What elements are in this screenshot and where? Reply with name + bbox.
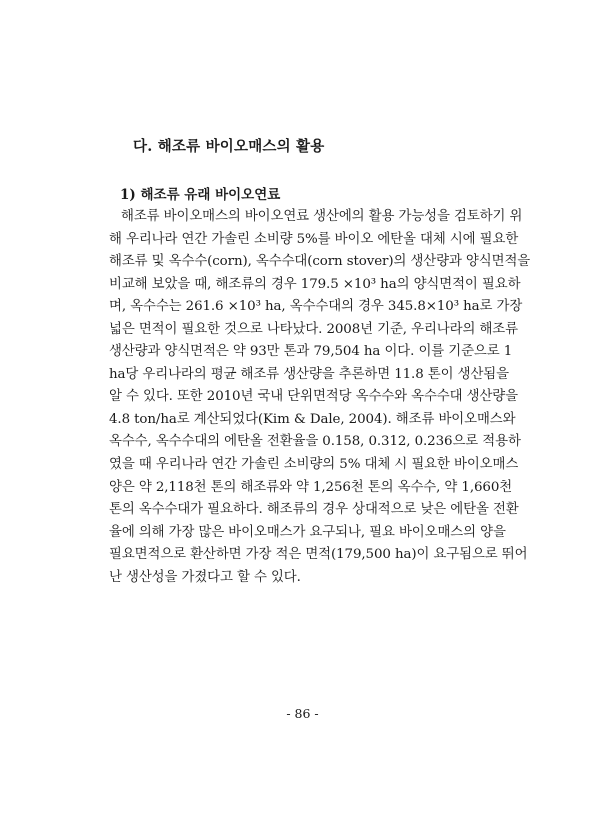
paragraph-line: 난 생산성을 가졌다고 할 수 있다. [109,569,301,585]
section-heading: 다. 해조류 바이오매스의 활용 [133,138,325,155]
paragraph-line: 톤의 옥수수대가 필요하다. 해조류의 경우 상대적으로 낮은 에탄올 전환 [109,502,519,518]
paragraph-line: 알 수 있다. 또한 2010년 국내 단위면적당 옥수수와 옥수수대 생산량을 [109,389,518,405]
page-number: - 86 - [286,706,319,721]
paragraph-line: 생산량과 양식면적은 약 93만 톤과 79,504 ha 이다. 이를 기준으로 1 [109,344,513,360]
paragraph-line: 4.8 ton/ha로 계산되었다(Kim & Dale, 2004). 해조류 바이오매스와 [109,411,516,427]
paragraph-line: 비교해 보았을 때, 해조류의 경우 179.5 ×10³ ha의 양식면적이 필요하 [109,276,521,292]
sub-heading: 1) 해조류 유래 바이오연료 [120,187,281,203]
paragraph-line: 옥수수, 옥수수대의 에탄올 전환율을 0.158, 0.312, 0.236으로 적용하 [109,434,521,450]
paragraph-line: 며, 옥수수는 261.6 ×10³ ha, 옥수수대의 경우 345.8×10³ ha로 가장 [109,299,523,315]
paragraph-line: 율에 의해 가장 많은 바이오매스가 요구되나, 필요 바이오매스의 양을 [109,524,506,540]
paragraph-line: 였을 때 우리나라 연간 가솔린 소비량의 5% 대체 시 필요한 바이오매스 [109,457,519,473]
paragraph-line: 해조류 바이오매스의 바이오연료 생산에의 활용 가능성을 검토하기 위 [121,209,523,224]
paragraph-line: ha당 우리나라의 평균 해조류 생산량을 추론하면 11.8 톤이 생산됨을 [109,366,509,382]
paragraph-line: 양은 약 2,118천 톤의 해조류와 약 1,256천 톤의 옥수수, 약 1,660천 [109,479,513,495]
paragraph-line: 해조류 및 옥수수(corn), 옥수수대(corn stover)의 생산량과 양식면적을 [109,254,531,270]
paragraph-line: 해 우리나라 연간 가솔린 소비량 5%를 바이오 에탄올 대체 시에 필요한 [109,231,519,247]
paragraph-line: 필요면적으로 환산하면 가장 적은 면적(179,500 ha)이 요구됨으로 뛰어 [109,547,528,563]
paragraph-line: 넓은 면적이 필요한 것으로 나타났다. 2008년 기준, 우리나라의 해조류 [109,321,518,337]
body-paragraph [109,206,531,589]
